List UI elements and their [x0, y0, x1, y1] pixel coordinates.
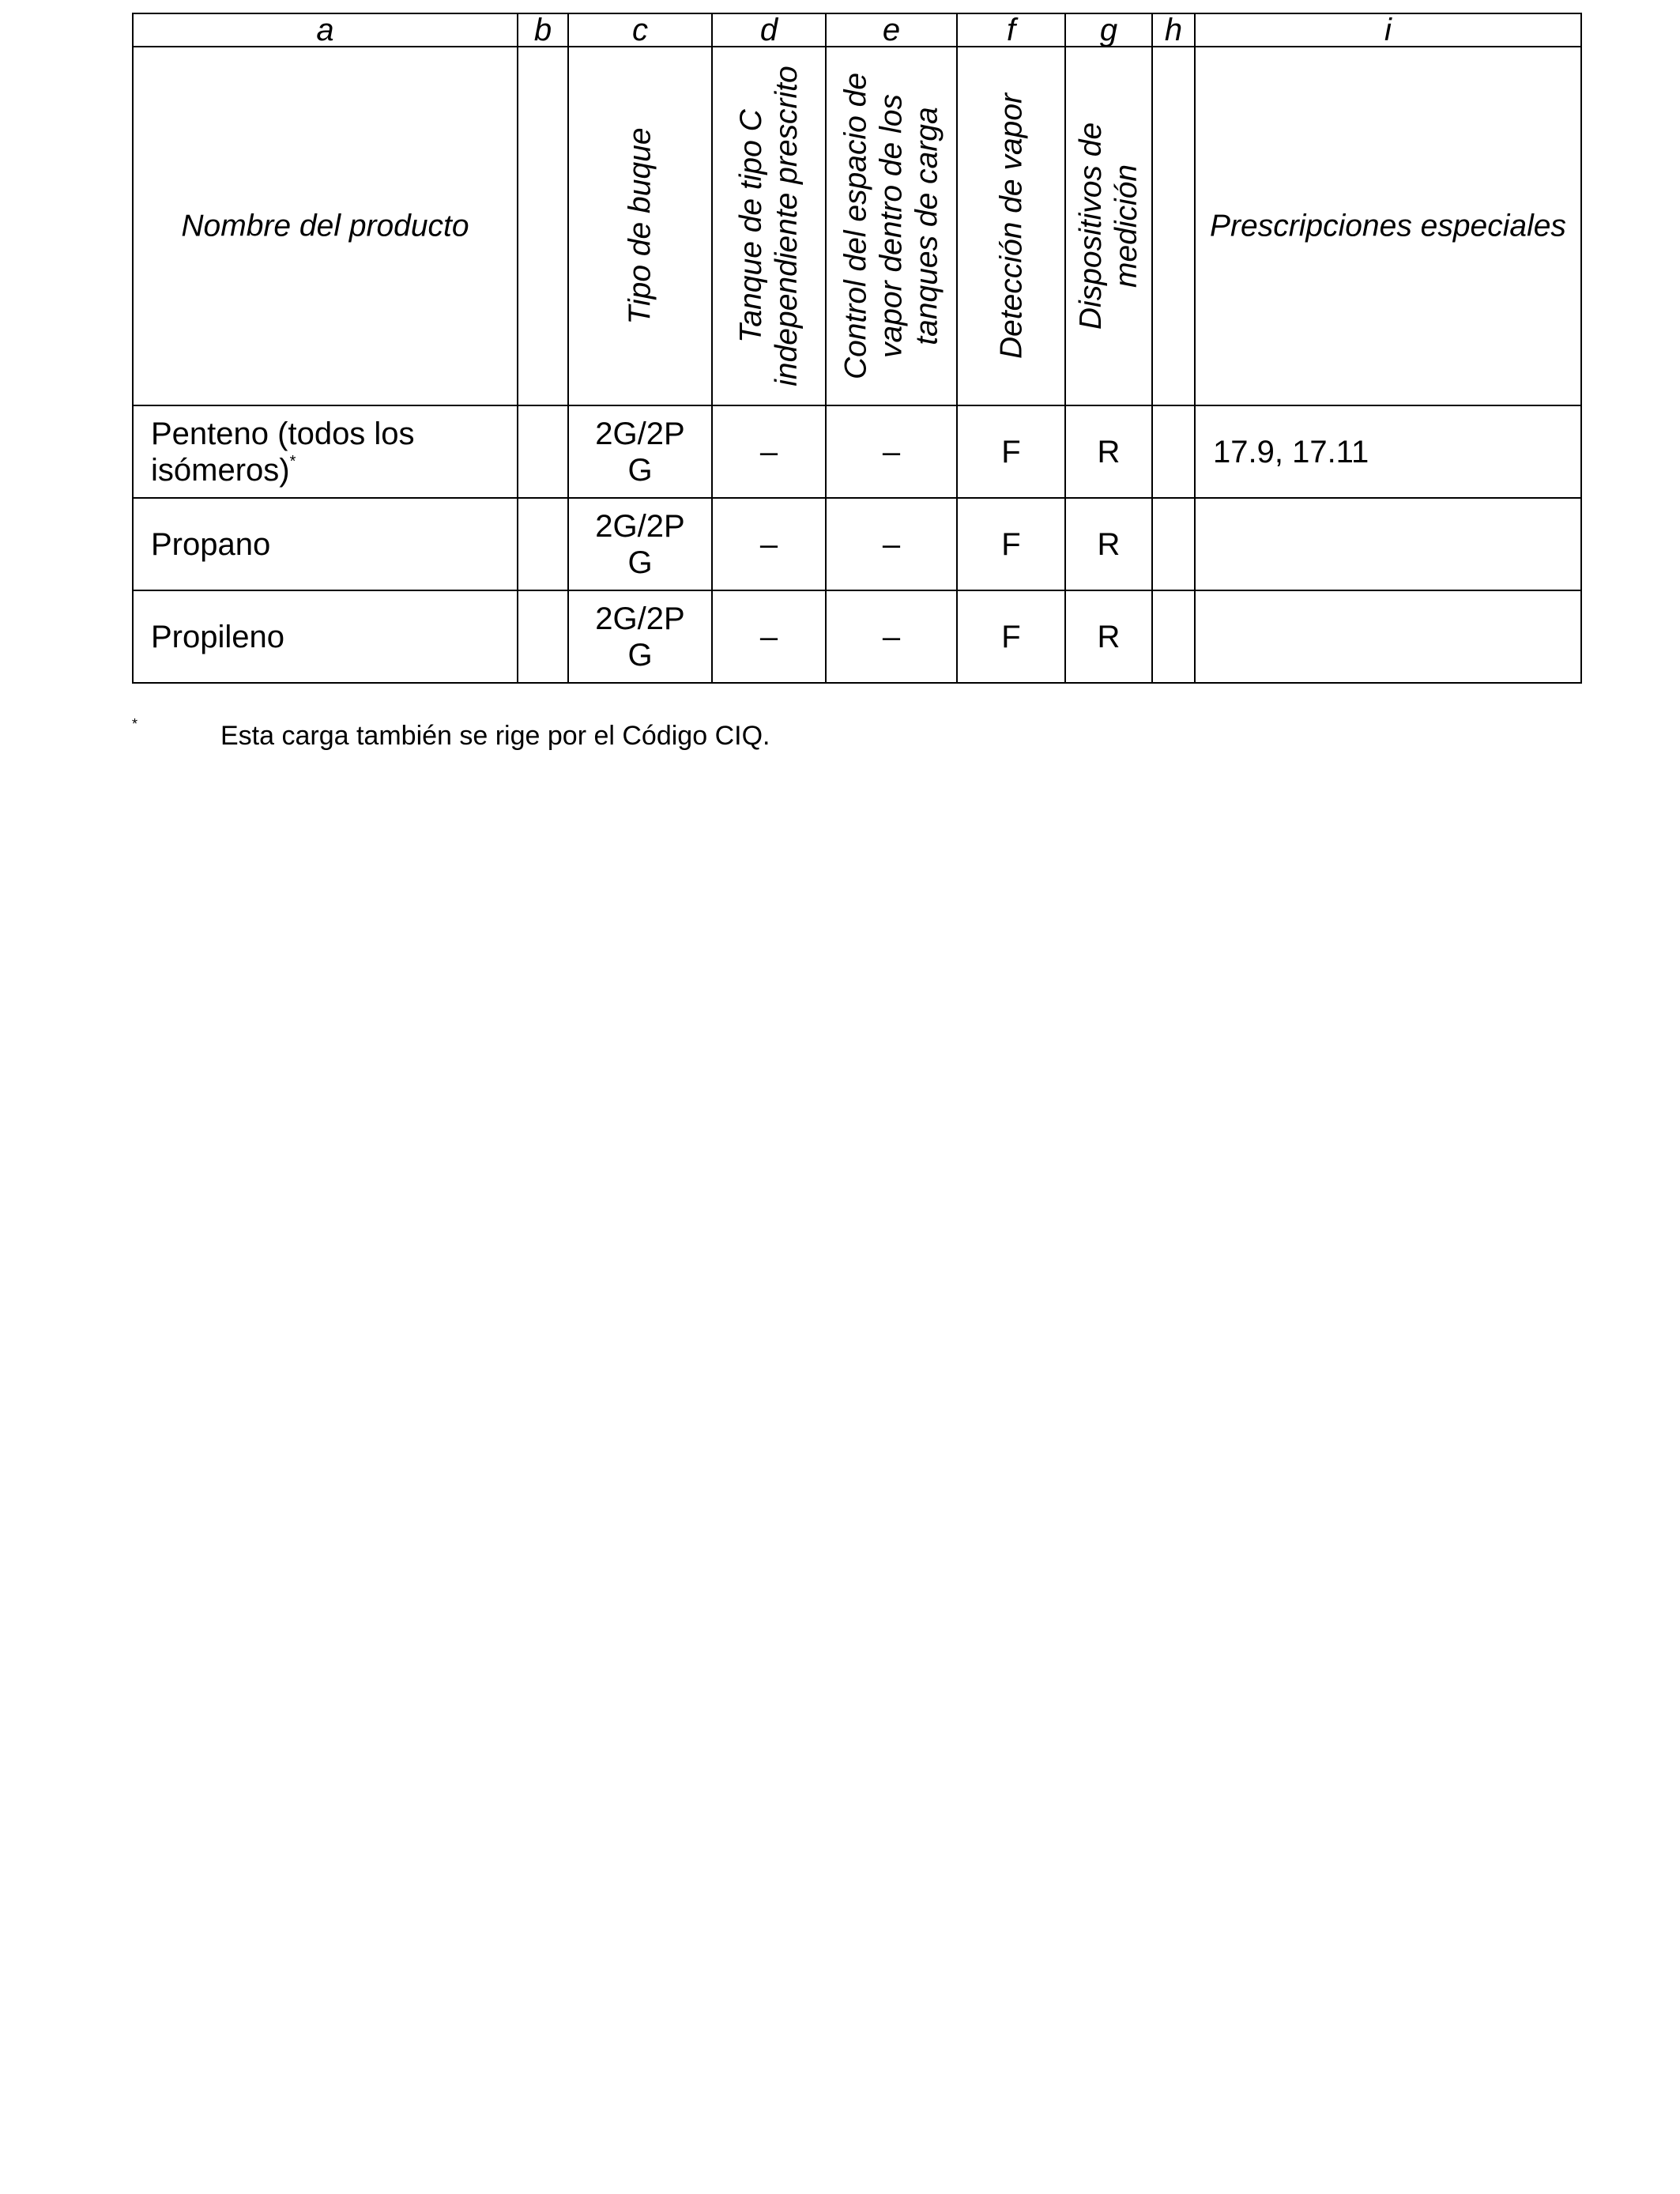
- cell-vapour-detection: F: [957, 590, 1065, 683]
- header-cell-f: [957, 47, 1065, 405]
- cell-ship-type: 2G/2PG: [568, 405, 712, 498]
- cell-b: [518, 498, 568, 590]
- cell-vapour-control: –: [826, 590, 957, 683]
- cell-independent-tank: –: [712, 405, 826, 498]
- column-letter-f: f: [957, 13, 1065, 47]
- product-name: Penteno (todos los isómeros)*: [151, 416, 415, 488]
- cell-ship-type: 2G/2PG: [568, 590, 712, 683]
- header-cell-a: [133, 47, 518, 405]
- product-name-cell: [133, 405, 518, 498]
- cell-b: [518, 405, 568, 498]
- header-cell-i: [1195, 47, 1581, 405]
- cell-vapour-detection: F: [957, 498, 1065, 590]
- column-letter-d: d: [712, 13, 826, 47]
- header-deteccion-de-vapor: Detección de vapor: [994, 92, 1028, 360]
- cell-h: [1152, 498, 1195, 590]
- column-letter-b: b: [518, 13, 568, 47]
- header-cell-d: [712, 47, 826, 405]
- cell-special-requirements: [1195, 498, 1581, 590]
- table-row: [133, 498, 1581, 590]
- cell-gauging: R: [1065, 405, 1152, 498]
- cell-gauging: R: [1065, 590, 1152, 683]
- column-header-row: [133, 47, 1581, 405]
- cell-vapour-control: –: [826, 405, 957, 498]
- product-name: Propileno: [151, 619, 285, 654]
- header-cell-b: [518, 47, 568, 405]
- header-cell-e: [826, 47, 957, 405]
- cell-independent-tank: –: [712, 498, 826, 590]
- column-letter-c: c: [568, 13, 712, 47]
- header-tanque-tipo-c: Tanque de tipo C independiente prescrito: [734, 66, 804, 386]
- cell-h: [1152, 590, 1195, 683]
- header-dispositivos-de-medicion: Dispositivos de medición: [1074, 122, 1143, 330]
- column-letter-i: i: [1195, 13, 1581, 47]
- cell-gauging: R: [1065, 498, 1152, 590]
- header-cell-h: [1152, 47, 1195, 405]
- product-name-cell: [133, 590, 518, 683]
- cell-vapour-detection: F: [957, 405, 1065, 498]
- cell-ship-type: 2G/2PG: [568, 498, 712, 590]
- column-letter-row: [133, 13, 1581, 47]
- column-letter-a: a: [133, 13, 518, 47]
- header-prescripciones-especiales: Prescripciones especiales: [1210, 209, 1566, 243]
- cell-h: [1152, 405, 1195, 498]
- footnote-mark: *: [132, 716, 138, 732]
- product-name: Propano: [151, 526, 271, 562]
- footnote-text: Esta carga también se rige por el Código CIQ.: [220, 721, 770, 751]
- cell-independent-tank: –: [712, 590, 826, 683]
- header-control-espacio-vapor: Control del espacio de vapor dentro de los tanques de carga: [838, 72, 944, 380]
- cell-special-requirements: 17.9, 17.11: [1195, 405, 1581, 498]
- column-letter-e: e: [826, 13, 957, 47]
- cell-vapour-control: –: [826, 498, 957, 590]
- product-name-cell: [133, 498, 518, 590]
- header-cell-c: [568, 47, 712, 405]
- column-letter-g: g: [1065, 13, 1152, 47]
- column-letter-h: h: [1152, 13, 1195, 47]
- table-row: [133, 405, 1581, 498]
- cell-b: [518, 590, 568, 683]
- cell-special-requirements: [1195, 590, 1581, 683]
- header-cell-g: [1065, 47, 1152, 405]
- header-nombre-del-producto: Nombre del producto: [181, 209, 469, 243]
- cargo-table: [132, 13, 1582, 684]
- table-row: [133, 590, 1581, 683]
- header-tipo-de-buque: Tipo de buque: [623, 127, 657, 325]
- footnote-mark: *: [289, 452, 296, 470]
